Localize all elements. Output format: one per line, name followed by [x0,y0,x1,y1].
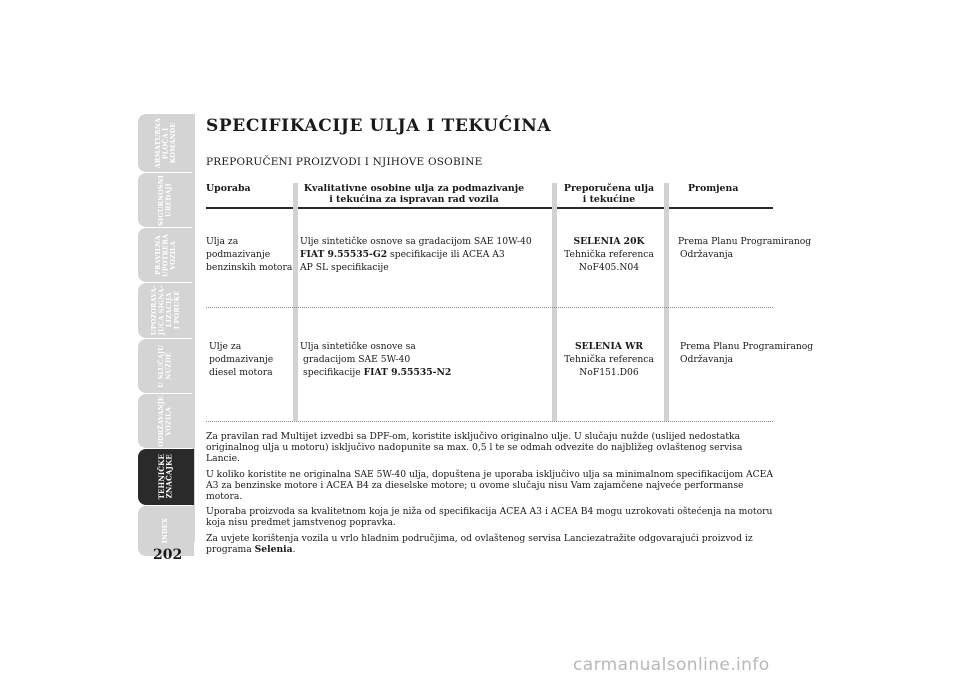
row2-change [680,340,813,366]
row1-change-line1: Prema Planu Programiranog [678,236,812,247]
row1-product-name: SELENIA 20K [573,236,645,247]
row2-spec-rest: specifikacije [303,367,364,378]
tab-label: U SLUČAJU NUŽDE [157,344,173,388]
tab-label: UPOZORAVA- JUĆA SIGNA- LIZACIJA I PORUKE [149,285,181,336]
row1-usage-line1: Ulja za [206,236,239,247]
row1-ref-label: Tehnička referenca [564,249,654,260]
tab-label: TEHNIČKE ZNAČAJKE [157,454,174,500]
row1-usage-line3: benzinskih motora [206,262,293,273]
tab-label: ODRŽAVANJE VOZILA [157,395,173,447]
row-divider [206,307,773,308]
row2-ref-code: NoF151.D06 [579,367,639,378]
row2-usage-line3: diesel motora [209,367,273,378]
row2-usage-line2: podmazivanje [209,354,274,365]
row2-usage-line1: Ulje za [209,341,242,352]
note-paragraph: Uporaba proizvoda sa kvalitetnom koja je niža od specifikacija ACEA A3 i ACEA B4 mogu uzrokovati oštećenja na motoru koja nisu predmet jamstvenog popravka. [206,506,773,529]
column-separator [293,183,298,421]
row2-change-line2: Održavanja [680,354,734,365]
tab-label: INDEX [161,518,170,544]
row1-quality-line2 [300,248,532,261]
header-quality-line1: Kvalitativne osobine ulja za podmazivanje [303,183,525,194]
row2-product-name: SELENIA WR [574,341,644,352]
tab-label: SIGURNOSNI UREĐAJI [157,174,173,226]
tab-warning-lights[interactable] [138,283,194,338]
row1-quality-line3: AP SL specifikacije [300,262,389,273]
note-text: Za uvjete korištenja vozila u vrlo hladnim područjima, od ovlaštenog servisa Lanciezatražite odgovarajući proizvod iz programa [206,532,753,555]
tab-safety-devices[interactable] [138,173,194,227]
column-separator [552,183,557,421]
row1-quality [300,235,532,274]
row1-usage [206,235,292,274]
row2-ref-label: Tehnička referenca [564,354,654,365]
row2-quality-line3 [300,366,451,379]
row2-quality [300,340,451,379]
page-subtitle: PREPORUČENI PROIZVODI I NJIHOVE OSOBINE [206,156,483,168]
row2-quality-line2: gradacijom SAE 5W-40 [303,354,411,365]
header-quality-line2: i tekućina za ispravan rad vozila [329,194,499,205]
header-quality [300,183,528,205]
row2-recommended [556,340,662,379]
tab-emergency[interactable] [138,339,194,393]
header-recommended [556,183,662,205]
row1-ref-code: NoF405.N04 [578,262,640,273]
header-usage: Uporaba [206,183,251,194]
row1-quality-line1: Ulje sintetičke osnove sa gradacijom SAE 10W-40 [300,236,532,247]
tab-maintenance[interactable] [138,394,194,448]
header-recommended-line1: Preporučena ulja [563,183,655,194]
tab-dashboard-controls[interactable] [138,114,194,172]
row1-usage-line2: podmazivanje [206,249,271,260]
row-divider [206,421,773,422]
header-change: Promjena [688,183,739,194]
row1-spec-code: FIAT 9.55535-G2 [300,249,388,260]
row1-change-line2: Održavanja [680,249,734,260]
tab-label: PRAVILNA UPOTREBA VOZILA [153,233,177,277]
watermark: carmanualsonline.info [573,655,770,675]
header-rule [206,207,773,209]
note-paragraph: U koliko koristite ne originalna SAE 5W-40 ulja, dopuštena je uporaba isključivo ulja sa minimalnom specifikacijom ACEA A3 za benzinske motore i ACEA B4 za dieselske motore; u ovome slučaju nisu Vam zajamčene najveće performanse motora. [206,468,774,503]
page-number: 202 [153,547,183,563]
notes [206,431,778,559]
tab-technical-specs[interactable] [138,449,194,505]
row2-spec-code: FIAT 9.55535-N2 [363,367,452,378]
page-title: SPECIFIKACIJE ULJA I TEKUĆINA [206,116,552,136]
row1-change [678,235,811,261]
note-paragraph [206,533,778,555]
column-separator [664,183,669,421]
row2-usage [209,340,273,379]
tab-correct-use[interactable] [138,228,194,282]
row1-spec-rest: specifikacije ili ACEA A3 [387,249,505,260]
header-recommended-line2: i tekućine [582,194,636,205]
row1-recommended [556,235,662,274]
note-brand: Selenia [254,543,293,555]
note-end: . [292,543,296,555]
row2-quality-line1: Ulja sintetičke osnove sa [300,341,416,352]
row2-change-line1: Prema Planu Programiranog [680,341,814,352]
note-paragraph: Za pravilan rad Multijet izvedbi sa DPF-om, koristite isključivo originalno ulje. U slučaju nužde (uslijed nedostatka originalnog ulja u motoru) isključivo nadopunite sa max. 0,5 l te se odmah odvezite do najbližeg ovlaštenog servisa Lancie. [206,431,743,465]
tab-label: ARMATURNA PLOČA I KOMANDE [153,117,177,169]
